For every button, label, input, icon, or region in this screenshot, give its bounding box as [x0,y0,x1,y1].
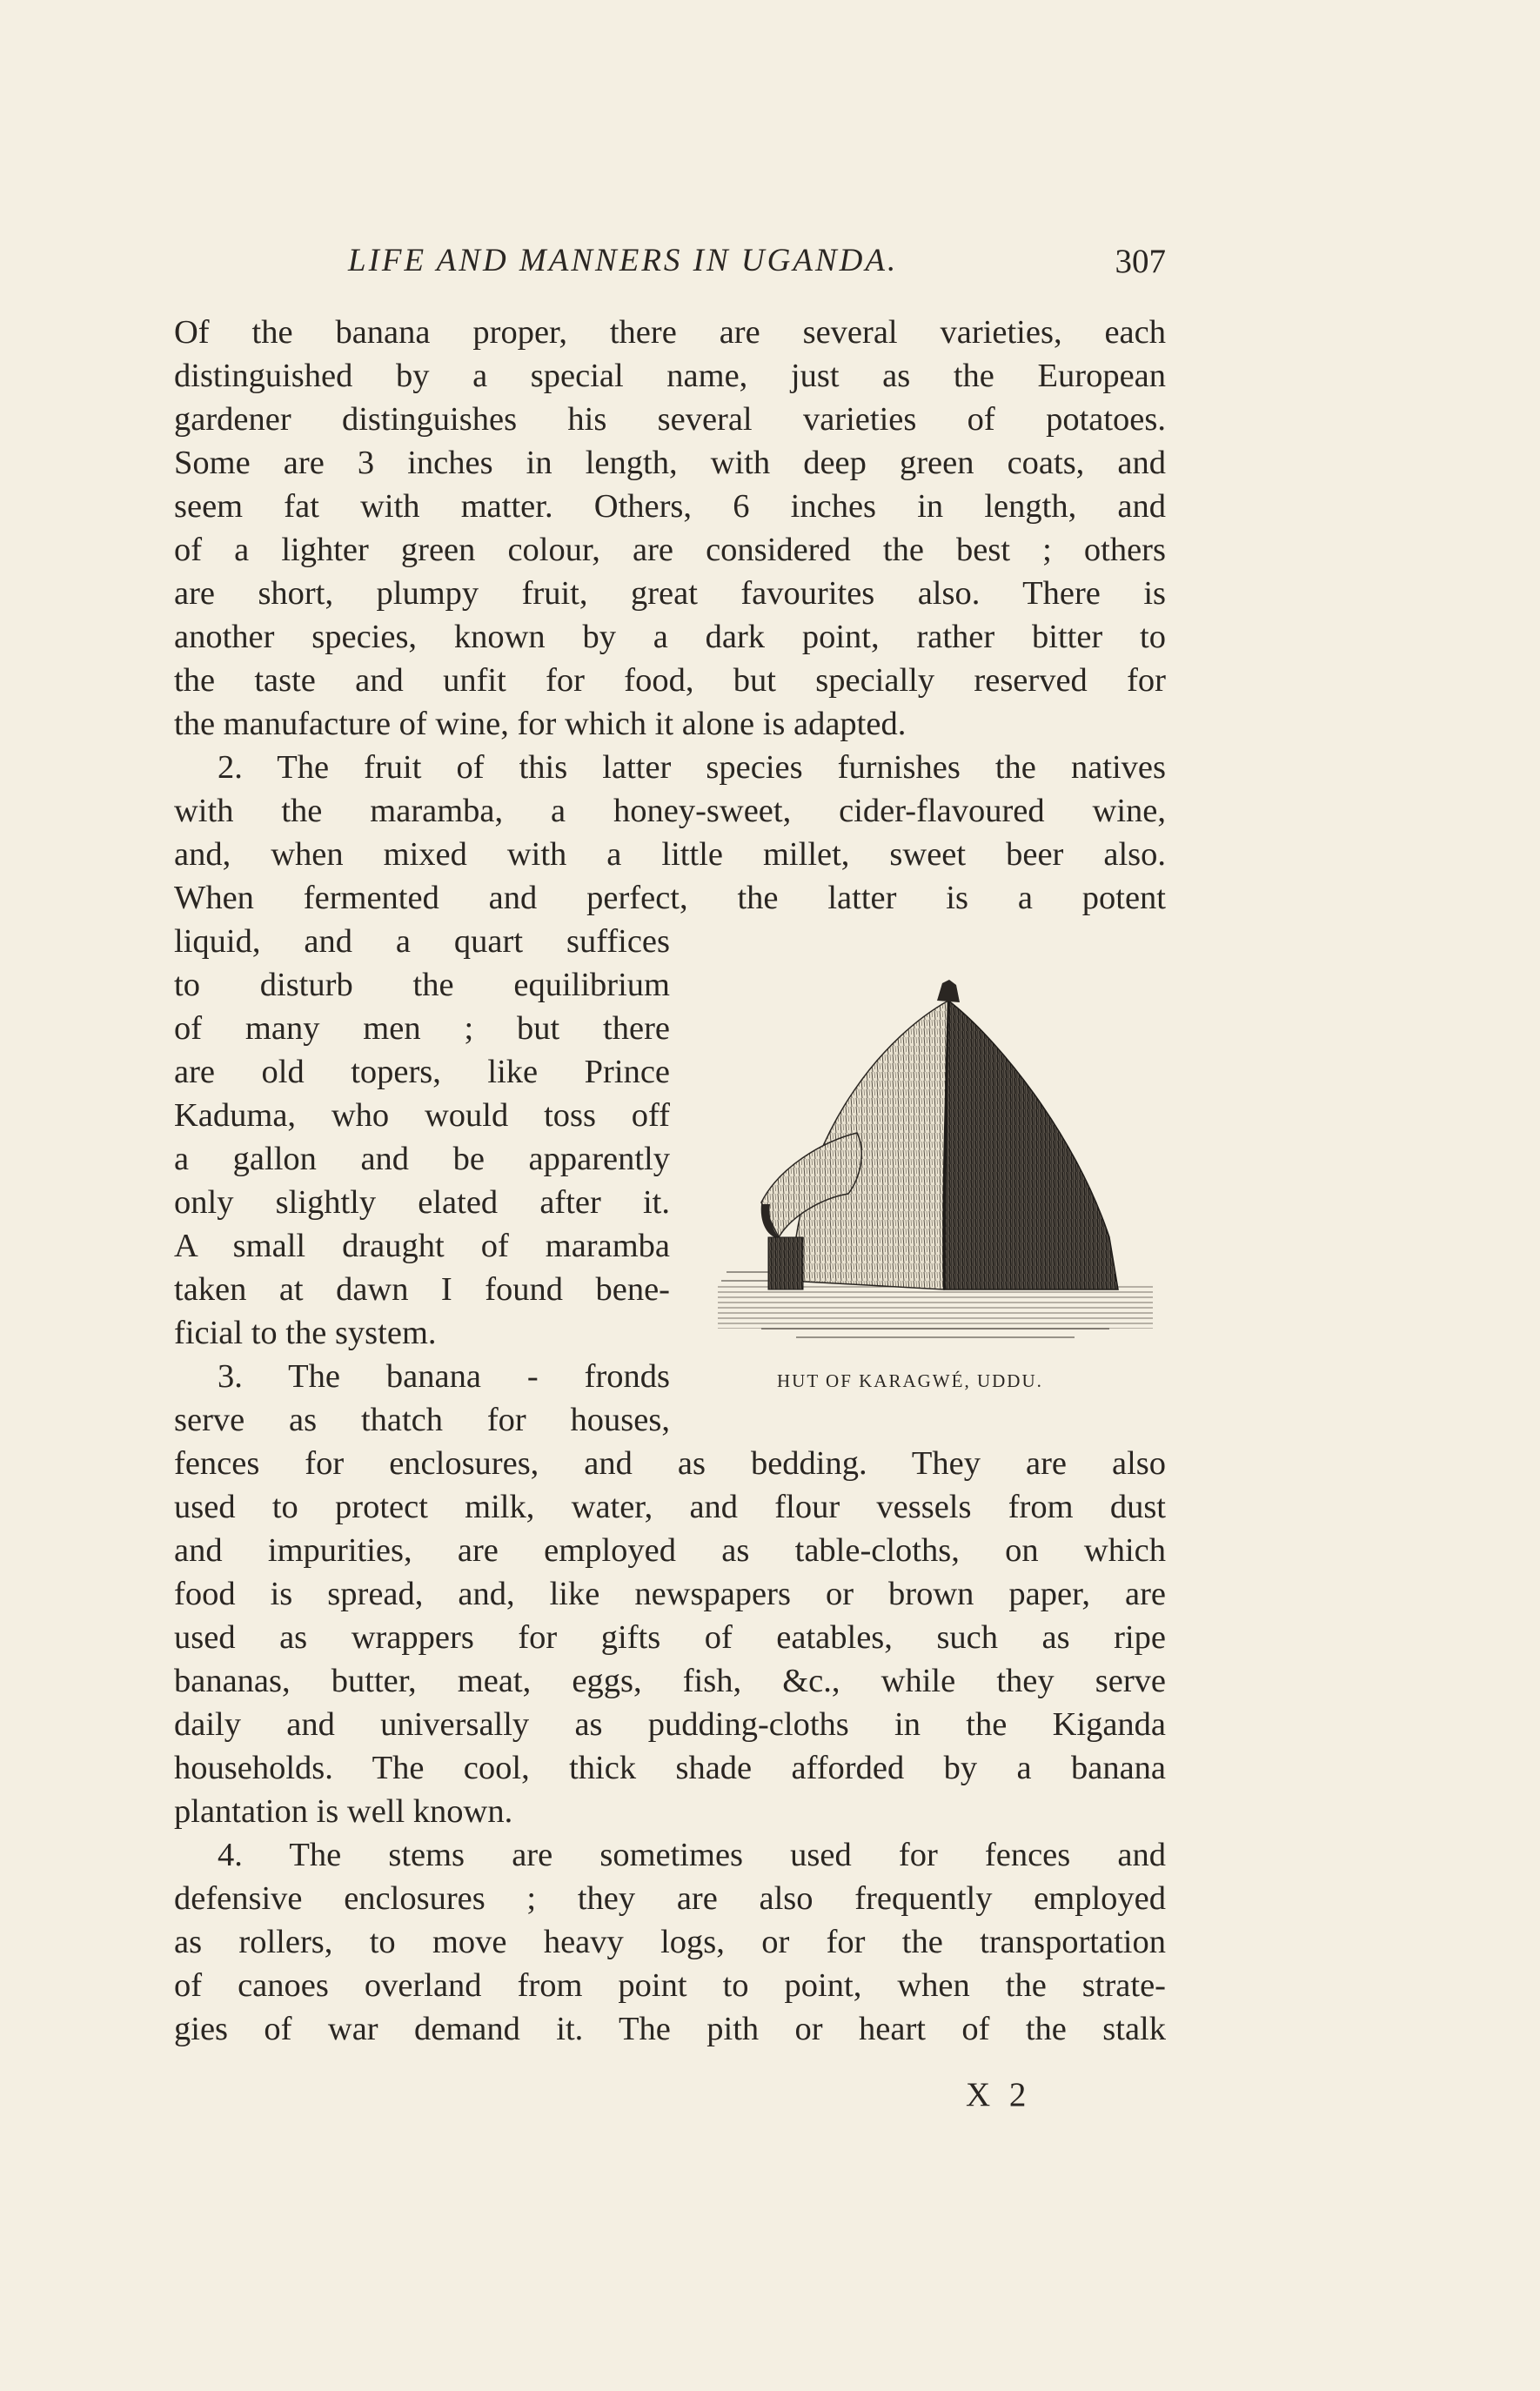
text-line: 2. The fruit of this latter species furnishes the natives [218,749,1166,786]
text-line: A small draught of maramba [174,1228,670,1264]
text-line: plantation is well known. [174,1793,513,1830]
text-line: taken at dawn I found bene- [174,1271,670,1308]
text-line: the manufacture of wine, for which it alone is adapted. [174,706,907,742]
text-line: to disturb the equilibrium [174,967,670,1003]
text-line: gies of war demand it. The pith or heart of the stalk [174,2011,1166,2047]
figure-caption: HUT OF KARAGWÉ, UDDU. [777,1370,1043,1391]
text-line: of canoes overland from point to point, when the strate- [174,1967,1166,2004]
signature-mark: X 2 [966,2076,1032,2113]
text-line: a gallon and be apparently [174,1141,670,1177]
text-line: daily and universally as pudding-cloths in the Kiganda [174,1706,1166,1743]
text-line: Some are 3 inches in length, with deep green coats, and [174,445,1166,481]
running-head: LIFE AND MANNERS IN UGANDA. [348,243,899,278]
text-line: seem fat with matter. Others, 6 inches in length, and [174,488,1166,525]
text-line: of many men ; but there [174,1010,670,1047]
text-line: the taste and unfit for food, but specially reserved for [174,662,1166,699]
text-line: bananas, butter, meat, eggs, fish, &c., while they serve [174,1663,1166,1699]
text-line: used as wrappers for gifts of eatables, such as ripe [174,1619,1166,1656]
page-number: 307 [1115,243,1166,280]
text-line: another species, known by a dark point, rather bitter to [174,619,1166,655]
page-header [174,242,1166,294]
text-line: liquid, and a quart suffices [174,923,670,960]
text-line: gardener distinguishes his several varieties of potatoes. [174,401,1166,438]
text-line: only slightly elated after it. [174,1184,670,1221]
hut-illustration [709,976,1162,1359]
text-line: and impurities, are employed as table-cloths, on which [174,1532,1166,1569]
text-line: fences for enclosures, and as bedding. They are also [174,1445,1166,1482]
text-line: are short, plumpy fruit, great favourites also. There is [174,575,1166,612]
text-line: ficial to the system. [174,1315,437,1351]
text-line: as rollers, to move heavy logs, or for the transportation [174,1924,1166,1960]
text-line: 3. The banana - fronds [218,1358,670,1395]
text-line: food is spread, and, like newspapers or brown paper, are [174,1576,1166,1612]
text-line: defensive enclosures ; they are also frequently employed [174,1880,1166,1917]
text-line: Of the banana proper, there are several varieties, each [174,314,1166,351]
text-line: and, when mixed with a little millet, sweet beer also. [174,836,1166,873]
text-line: When fermented and perfect, the latter is a potent [174,880,1166,916]
text-line: used to protect milk, water, and flour vessels from dust [174,1489,1166,1525]
text-line: of a lighter green colour, are considered the best ; others [174,532,1166,568]
text-line: 4. The stems are sometimes used for fences and [218,1837,1166,1873]
text-line: are old topers, like Prince [174,1054,670,1090]
text-line: serve as thatch for houses, [174,1402,670,1438]
text-line: Kaduma, who would toss off [174,1097,670,1134]
text-line: distinguished by a special name, just as the European [174,358,1166,394]
text-line: with the maramba, a honey-sweet, cider-flavoured wine, [174,793,1166,829]
text-line: households. The cool, thick shade afforded by a banana [174,1750,1166,1786]
